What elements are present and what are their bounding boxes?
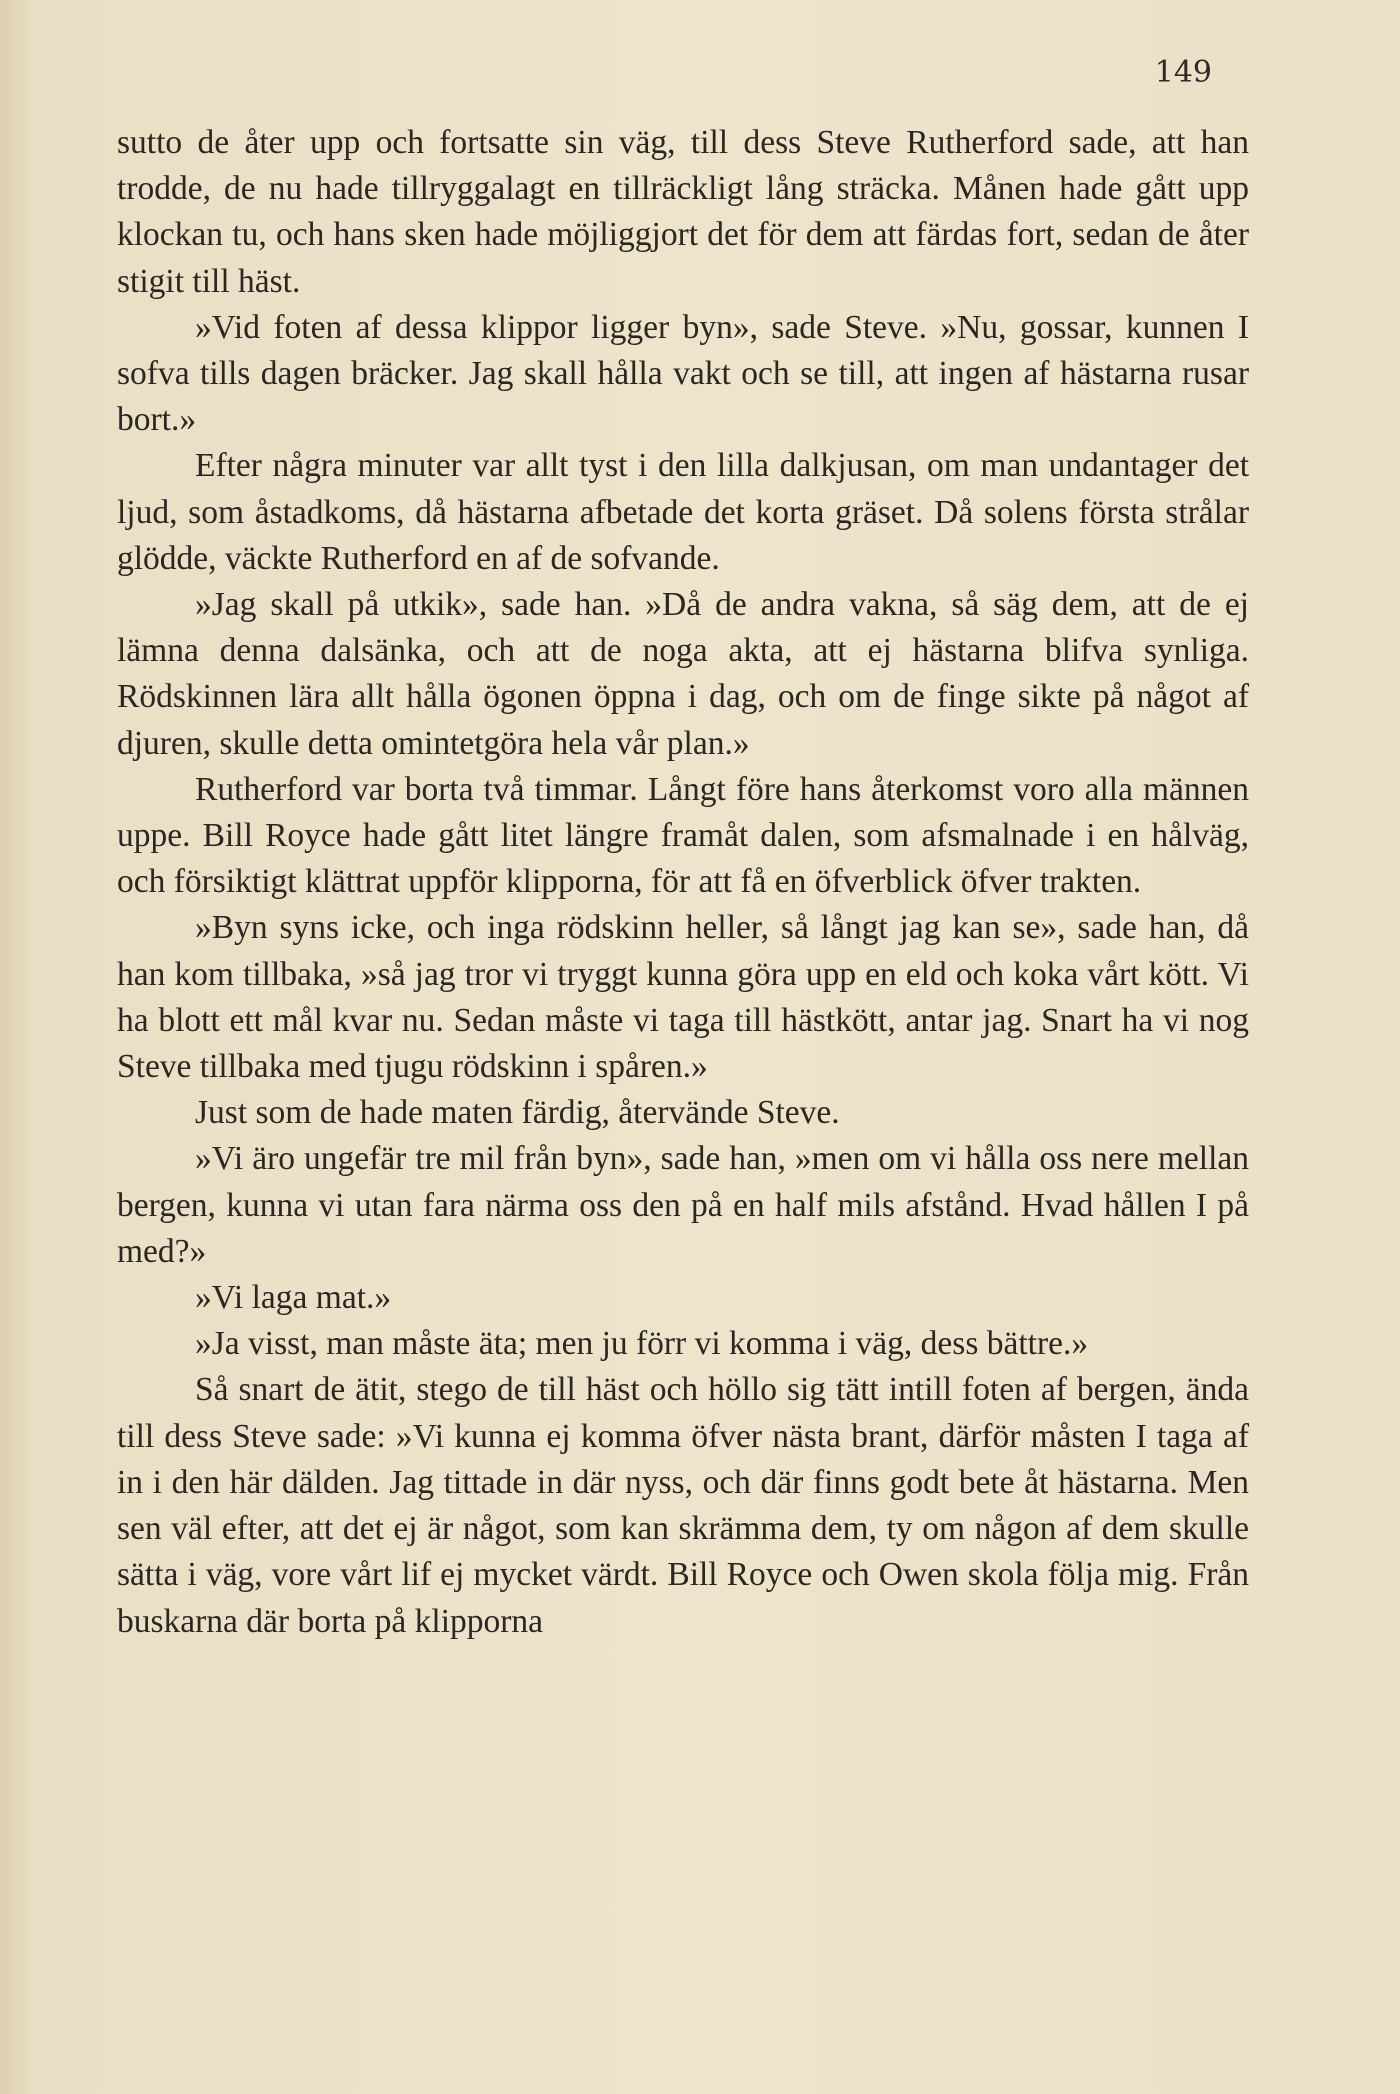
paragraph: »Vid foten af dessa klippor ligger byn», sade Steve. »Nu, gossar, kunnen I sofva tills dagen bräcker. Jag skall hålla vakt och se till, att ingen af hästarna rusar bort.»	[117, 308, 1249, 439]
paragraph: »Byn syns icke, och inga rödskinn heller, så långt jag kan se», sade han, då han kom tillbaka, »så jag tror vi tryggt kunna göra upp en eld och koka vårt kött. Vi ha blott ett mål kvar nu. Sedan måste vi taga till hästkött, antar jag. Snart ha vi nog Steve tillbaka med tjugu rödskinn i spåren.»	[117, 909, 1249, 1086]
body-text	[117, 120, 1249, 1645]
paragraph: »Jag skall på utkik», sade han. »Då de andra vakna, så säg dem, att de ej lämna denna dalsänka, och att de noga akta, att ej hästarna blifva synliga. Rödskinnen lära allt hålla ögonen öppna i dag, och om de finge sikte på något af djuren, skulle detta omintetgöra hela vår plan.»	[117, 586, 1249, 762]
paragraph: Efter några minuter var allt tyst i den lilla dalkjusan, om man undantager det ljud, som åstadkoms, då hästarna afbetade det korta gräset. Då solens första strålar glödde, väckte Rutherford en af de sofvande.	[117, 447, 1249, 577]
paragraph: »Ja visst, man måste äta; men ju förr vi komma i väg, dess bättre.»	[195, 1325, 1089, 1363]
page-number: 149	[1154, 55, 1212, 90]
paragraph: Just som de hade maten färdig, återvände Steve.	[195, 1094, 840, 1132]
paragraph: »Vi laga mat.»	[195, 1279, 392, 1317]
paragraph: »Vi äro ungefär tre mil från byn», sade han, »men om vi hålla oss nere mellan bergen, kunna vi utan fara närma oss den på en half mils afstånd. Hvad hållen I på med?»	[117, 1140, 1249, 1270]
paragraph: Rutherford var borta två timmar. Långt före hans återkomst voro alla männen uppe. Bill Royce hade gått litet längre framåt dalen, som afsmalnade i en hålväg, och försiktigt klättrat uppför klipporna, för att få en öfverblick öfver trakten.	[117, 770, 1249, 901]
paragraph: Så snart de ätit, stego de till häst och höllo sig tätt intill foten af bergen, ända till dess Steve sade: »Vi kunna ej komma öfver nästa brant, därför måsten I taga af in i den här dälden. Jag tittade in där nyss, och där finns godt bete åt hästarna. Men sen väl efter, att det ej är något, som kan skrämma dem, ty om någon af dem skulle sätta i väg, vore vårt lif ej mycket värdt. Bill Royce och Owen skola följa mig. Från buskarna där borta på klipporna	[117, 1371, 1249, 1640]
paragraph: sutto de åter upp och fortsatte sin väg, till dess Steve Rutherford sade, att han trodde, de nu hade tillryggalagt en tillräckligt lång sträcka. Månen hade gått upp klockan tu, och hans sken hade möjliggjort det för dem att färdas fort, sedan de åter stigit till häst.	[117, 124, 1249, 300]
